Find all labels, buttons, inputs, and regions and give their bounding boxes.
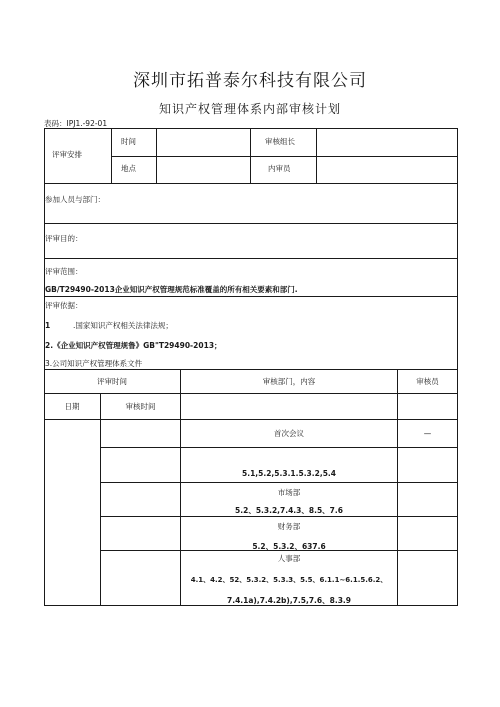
row-clauses: 4.1、4.2、52、5.3.2、5.3.3、5.5、6.1.1~6.1.5.6.2、 bbox=[190, 576, 388, 584]
table-rule bbox=[156, 128, 157, 183]
basis-item-3-clip bbox=[45, 359, 345, 368]
sub-header-date: 日期 bbox=[64, 402, 80, 411]
document-title: 知识产权管理体系内部审核计划 bbox=[158, 102, 341, 116]
sub-header-time: 审核时间 bbox=[125, 402, 156, 411]
company-name: 深圳市拓普泰尔科技有限公司 bbox=[133, 71, 367, 91]
table-rule bbox=[44, 296, 458, 297]
table-rule bbox=[111, 128, 112, 183]
scope-text: GB/T29490-2013企业知识产权管理规范标准覆盖的所有相关要素和部门. bbox=[45, 285, 298, 294]
table-rule bbox=[100, 393, 101, 606]
table-border-right bbox=[457, 369, 458, 606]
participants-label: 参加人员与部门： bbox=[45, 195, 105, 204]
row-dept: 人事部 bbox=[277, 554, 301, 563]
place-label: 地点 bbox=[121, 164, 136, 173]
row-dept: 首次会议 bbox=[274, 429, 304, 438]
row-clauses: 5.1,5.2,5.3.1.5.3.2,5.4 bbox=[242, 469, 336, 478]
row-auditor: — bbox=[423, 429, 432, 438]
table-rule bbox=[44, 393, 458, 394]
table-rule bbox=[44, 223, 458, 224]
table-rule bbox=[100, 482, 458, 483]
auditor-label: 内审员 bbox=[268, 164, 291, 173]
basis-item-1-number: 1 bbox=[45, 321, 51, 330]
form-code: 表码：IPJ1.-92-01 bbox=[44, 119, 108, 128]
table-rule bbox=[111, 156, 458, 157]
table-rule bbox=[44, 183, 458, 184]
row-clauses: 5.2、5.3.2、637.6 bbox=[252, 542, 326, 551]
basis-label: 评审依据： bbox=[45, 301, 83, 310]
table-rule bbox=[44, 419, 458, 420]
basis-item-2: 2.《企业知识产权管理规鲁》GB"T29490-2013； bbox=[45, 341, 222, 350]
leader-label: 审核组长 bbox=[265, 137, 295, 146]
table-rule bbox=[44, 258, 458, 259]
table-rule bbox=[44, 369, 458, 370]
col-header-auditor: 审核员 bbox=[416, 377, 439, 386]
row-clauses: 5.2、5.3.2,7.4.3、8.5、7.6 bbox=[235, 506, 343, 515]
basis-item-3: 3.公司知识产权管理体系文件 bbox=[45, 359, 143, 368]
col-header-time: 评审时间 bbox=[97, 377, 127, 386]
table-rule bbox=[316, 128, 317, 183]
row-clauses-continued: 7.4.1a),7.4.2b),7.5,7.6、8.3.9 bbox=[227, 596, 351, 605]
table-rule bbox=[100, 447, 458, 448]
table-rule bbox=[44, 128, 458, 129]
arrangement-label: 评审安排 bbox=[52, 150, 82, 159]
time-label: 时间 bbox=[121, 137, 136, 146]
basis-item-1: .国家知识产权相关法律法规； bbox=[73, 321, 173, 330]
table-rule bbox=[397, 369, 398, 606]
purpose-label: 评审目的： bbox=[45, 234, 83, 243]
row-dept: 财务部 bbox=[277, 522, 301, 531]
table-border-left bbox=[44, 128, 45, 369]
table-rule bbox=[250, 128, 251, 183]
table-rule bbox=[100, 516, 458, 517]
row-dept: 市场部 bbox=[277, 488, 301, 497]
col-header-dept: 审核部门，内容 bbox=[262, 377, 316, 386]
table-border-right bbox=[457, 128, 458, 369]
scope-label: 评审范围： bbox=[45, 267, 83, 276]
